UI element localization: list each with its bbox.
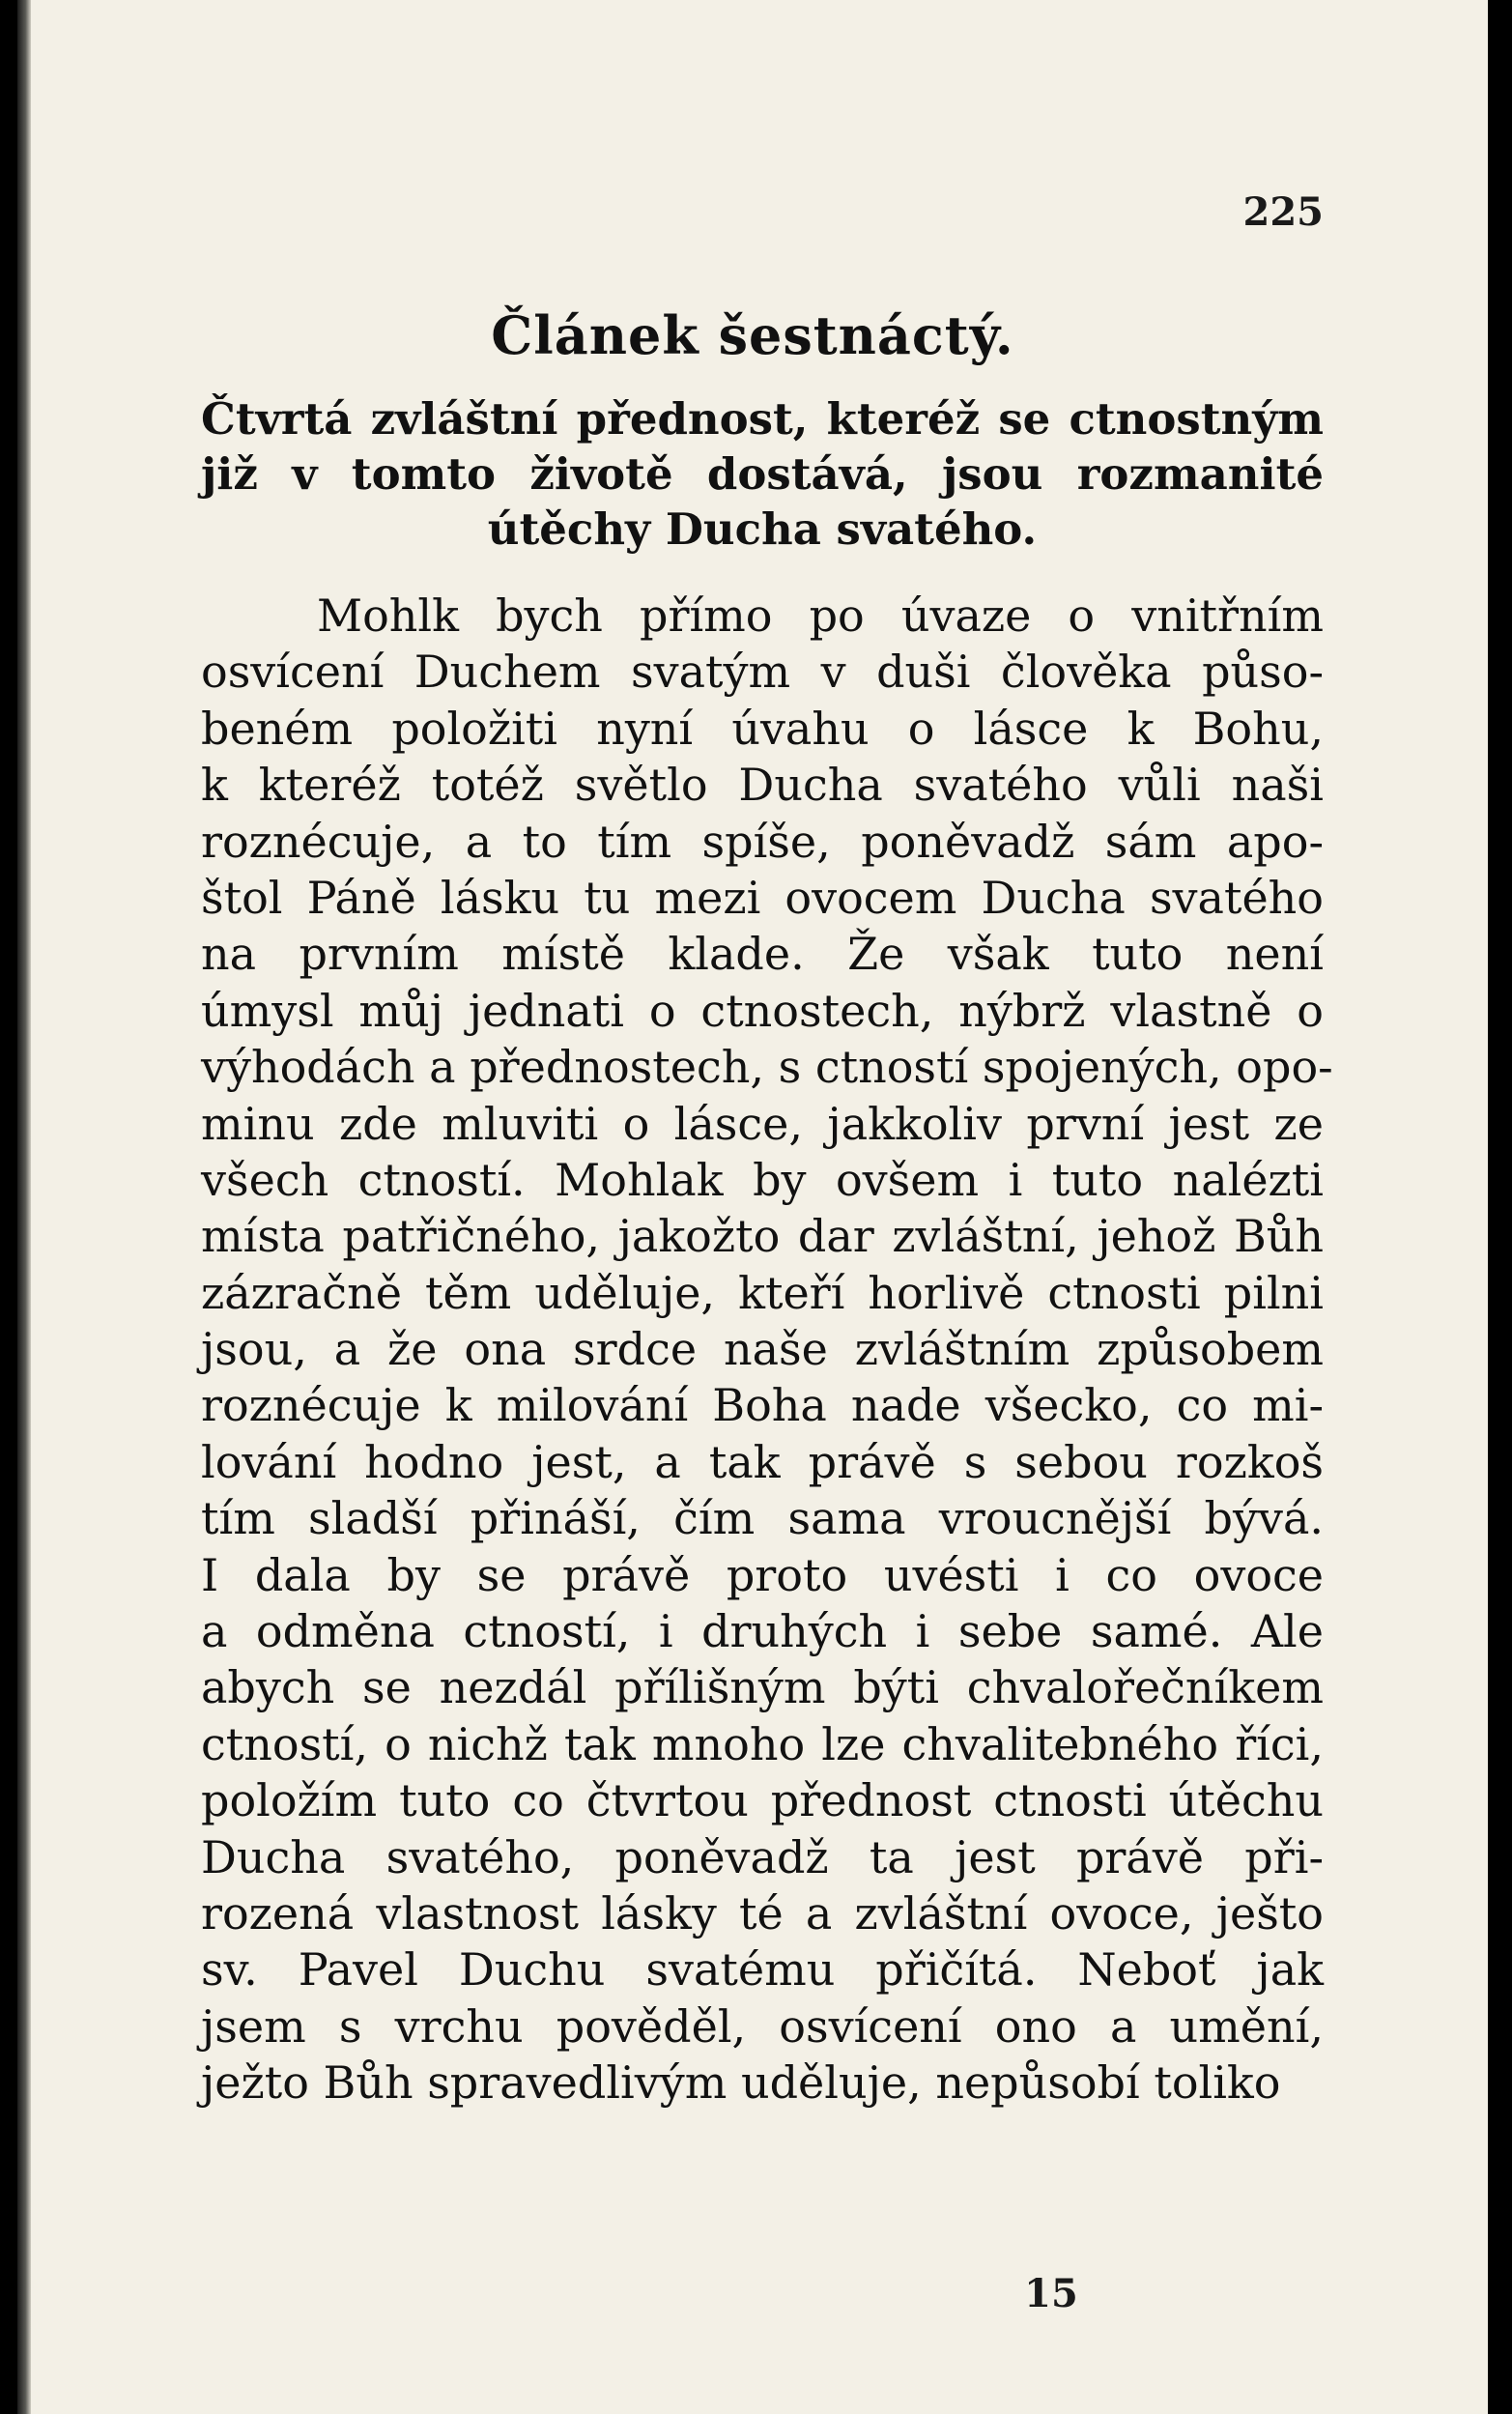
text-line: k kteréž totéž světlo Ducha svatého vůli naši: [201, 759, 1324, 812]
text-line: roznécuje k milování Boha nade všecko, co mi-: [201, 1379, 1324, 1432]
body-text: [201, 588, 1333, 2112]
text-line: úmysl můj jednati o ctnostech, nýbrž vlastně o: [201, 984, 1324, 1037]
signature-mark: 15: [1024, 2271, 1078, 2316]
text-line: beném položiti nyní úvahu o lásce k Bohu,: [201, 702, 1324, 755]
text-line: roznécuje, a to tím spíše, poněvadž sám apo-: [201, 815, 1324, 868]
text-line: místa patřičného, jakožto dar zvláštní, jehož Bůh: [201, 1210, 1324, 1263]
text-line: štol Páně lásku tu mezi ovocem Ducha svatého: [201, 871, 1324, 924]
text-line: tím sladší přináší, čím sama vroucnější bývá.: [201, 1492, 1324, 1545]
text-line: ctností, o nichž tak mnoho lze chvalitebného říci,: [201, 1717, 1324, 1770]
book-page: [17, 0, 1488, 2414]
text-line: sv. Pavel Duchu svatému přičítá. Neboť jak: [201, 1943, 1324, 1997]
text-line: výhodách a přednostech, s ctností spojených, opo-: [201, 1041, 1333, 1094]
text-line: položím tuto co čtvrtou přednost ctnosti útěchu: [201, 1774, 1324, 1827]
chapter-heading: Článek šestnáctý.: [491, 304, 1014, 366]
text-line: lování hodno jest, a tak právě s sebou rozkoš: [201, 1435, 1324, 1488]
text-line: jsem s vrchu pověděl, osvícení ono a umění,: [201, 1999, 1324, 2053]
text-line: jsou, a že ona srdce naše zvláštním způsobem: [201, 1323, 1324, 1376]
text-line: Ducha svatého, poněvadž ta jest právě při-: [201, 1830, 1324, 1883]
text-line: ježto Bůh spravedlivým uděluje, nepůsobí toliko: [201, 2056, 1281, 2110]
text-line: osvícení Duchem svatým v duši člověka půso-: [201, 646, 1324, 699]
text-line: Mohlk bych přímo po úvaze o vnitřním: [317, 589, 1324, 642]
text-line: I dala by se právě proto uvésti i co ovoce: [201, 1548, 1324, 1601]
text-line: na prvním místě klade. Že však tuto není: [201, 928, 1324, 981]
text-line: zázračně těm uděluje, kteří horlivě ctnosti pilni: [201, 1266, 1324, 1319]
text-line: a odměna ctností, i druhých i sebe samé. Ale: [201, 1605, 1324, 1658]
chapter-summary: Čtvrtá zvláštní přednost, kteréž se ctnostným již v tomto životě dostává, jsou rozmanité útěchy Ducha svatého.: [201, 393, 1324, 555]
text-line: všech ctností. Mohlak by ovšem i tuto nalézti: [201, 1153, 1324, 1206]
text-line: minu zde mluviti o lásce, jakkoliv první jest ze: [201, 1097, 1324, 1150]
text-line: abych se nezdál přílišným býti chvalořečníkem: [201, 1661, 1324, 1714]
text-line: rozená vlastnost lásky té a zvláštní ovoce, ješto: [201, 1886, 1324, 1940]
page-number: 225: [1242, 189, 1324, 235]
